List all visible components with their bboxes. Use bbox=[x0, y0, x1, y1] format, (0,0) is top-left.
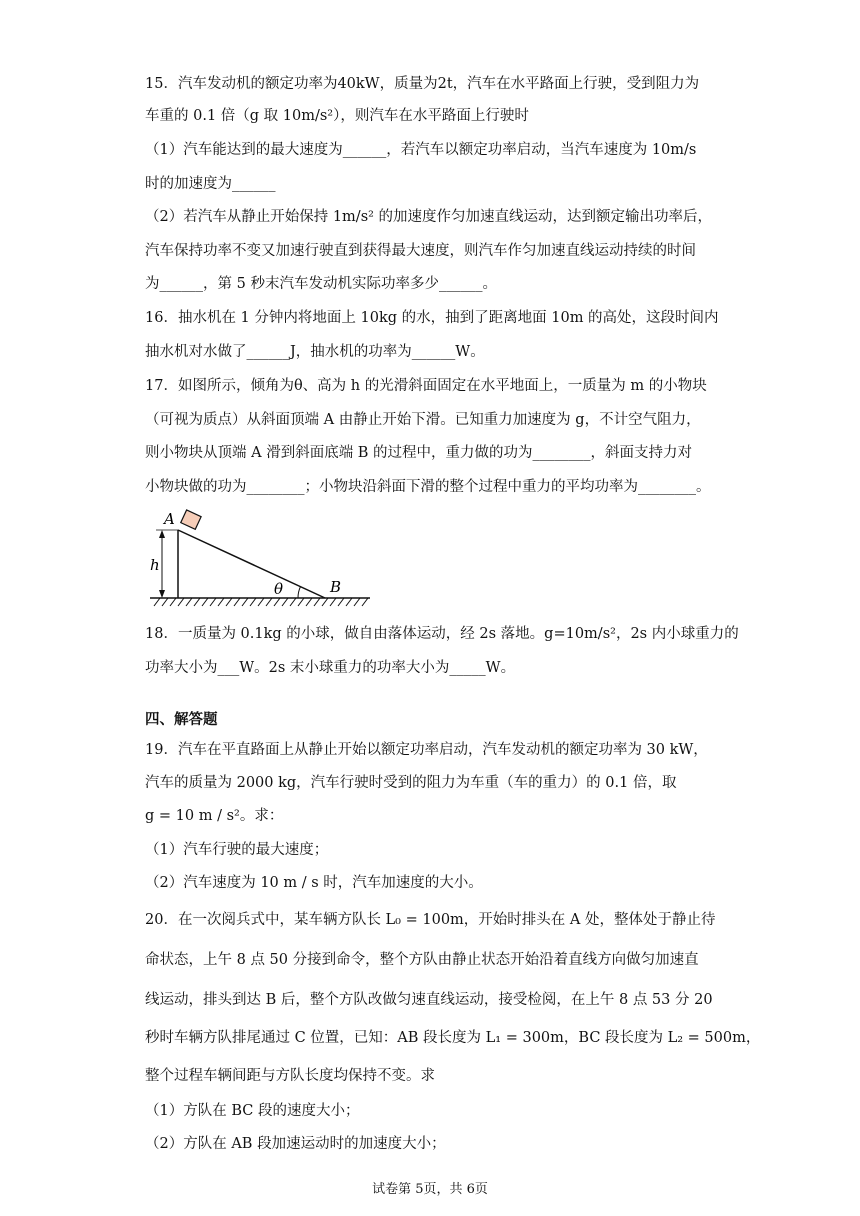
q20-line-5: 整个过程车辆间距与方队长度均保持不变。求 bbox=[145, 1068, 435, 1084]
label-B: B bbox=[330, 578, 342, 596]
q20-line-7: （2）方队在 AB 段加速运动时的加速度大小； bbox=[145, 1136, 446, 1152]
q15-line-5: （2）若汽车从静止开始保持 1m/s² 的加速度作匀加速直线运动，达到额定输出功率后， bbox=[145, 209, 713, 225]
q19-line-4: （1）汽车行驶的最大速度； bbox=[145, 842, 329, 858]
q20-line-6: （1）方队在 BC 段的速度大小； bbox=[145, 1103, 360, 1119]
q17-line-3: 则小物块从顶端 A 滑到斜面底端 B 的过程中，重力做的功为________，斜面支持力对 bbox=[145, 445, 693, 461]
q19-line-2: 汽车的质量为 2000 kg，汽车行驶时受到的阻力为车重（车的重力）的 0.1 倍，取 bbox=[145, 775, 677, 791]
q15-line-6: 汽车保持功率不变又加速行驶直到获得最大速度，则汽车作匀加速直线运动持续的时间 bbox=[145, 243, 696, 259]
label-h: h bbox=[150, 556, 160, 574]
page-footer: 试卷第 5页，共 6页 bbox=[372, 1182, 488, 1197]
angle-arc bbox=[298, 587, 301, 599]
q20-line-2: 命状态，上午 8 点 50 分接到命令，整个方队由静止状态开始沿着直线方向做匀加速直 bbox=[145, 952, 699, 968]
section-heading: 四、解答题 bbox=[145, 712, 218, 728]
q17-line-4: 小物块做的功为________；小物块沿斜面下滑的整个过程中重力的平均功率为________。 bbox=[145, 479, 711, 495]
height-arrow-bottom bbox=[159, 590, 165, 598]
q15-line-3: （1）汽车能达到的最大速度为______，若汽车以额定功率启动，当汽车速度为 10m/s bbox=[145, 142, 697, 158]
q15-line-2: 车重的 0.1 倍（g 取 10m/s²），则汽车在水平路面上行驶时 bbox=[145, 108, 529, 124]
q16-line-2: 抽水机对水做了______J，抽水机的功率为______W。 bbox=[145, 344, 485, 360]
q16-line-1: 16．抽水机在 1 分钟内将地面上 10kg 的水，抽到了距离地面 10m 的高处，这段时间内 bbox=[145, 310, 719, 326]
q20-line-3: 线运动，排头到达 B 后，整个方队改做匀速直线运动，接受检阅，在上午 8 点 53 分 20 bbox=[145, 992, 713, 1008]
incline-slope bbox=[178, 530, 325, 598]
q18-line-1: 18．一质量为 0.1kg 的小球，做自由落体运动，经 2s 落地。g=10m/s²，2s 内小球重力的 bbox=[145, 626, 739, 642]
q15-line-1: 15．汽车发动机的额定功率为40kW，质量为2t，汽车在水平路面上行驶，受到阻力为 bbox=[145, 76, 700, 92]
ground-hatch bbox=[154, 598, 368, 606]
q19-line-3: g = 10 m / s²。求： bbox=[145, 808, 284, 824]
height-arrow-top bbox=[159, 530, 165, 538]
q17-line-1: 17．如图所示，倾角为θ、高为 h 的光滑斜面固定在水平地面上，一质量为 m 的小物块 bbox=[145, 378, 707, 394]
q18-line-2: 功率大小为___W。2s 末小球重力的功率大小为_____W。 bbox=[145, 660, 516, 676]
label-A: A bbox=[164, 510, 175, 528]
q15-line-4: 时的加速度为______ bbox=[145, 176, 276, 192]
block bbox=[181, 510, 201, 529]
q19-line-1: 19．汽车在平直路面上从静止开始以额定功率启动，汽车发动机的额定功率为 30 kW， bbox=[145, 742, 708, 758]
q19-line-5: （2）汽车速度为 10 m / s 时，汽车加速度的大小。 bbox=[145, 875, 483, 891]
q20-line-1: 20．在一次阅兵式中，某车辆方队长 L₀ = 100m，开始时排头在 A 处，整体处于静止待 bbox=[145, 912, 716, 928]
q17-line-2: （可视为质点）从斜面顶端 A 由静止开始下滑。已知重力加速度为 g，不计空气阻力， bbox=[145, 412, 701, 428]
label-theta: θ bbox=[274, 580, 284, 598]
incline-diagram bbox=[150, 508, 375, 610]
q15-line-7: 为______，第 5 秒末汽车发动机实际功率多少______。 bbox=[145, 276, 497, 292]
q20-line-4: 秒时车辆方队排尾通过 C 位置，已知：AB 段长度为 L₁ = 300m，BC 段长度为 L₂ = 500m， bbox=[145, 1030, 761, 1046]
